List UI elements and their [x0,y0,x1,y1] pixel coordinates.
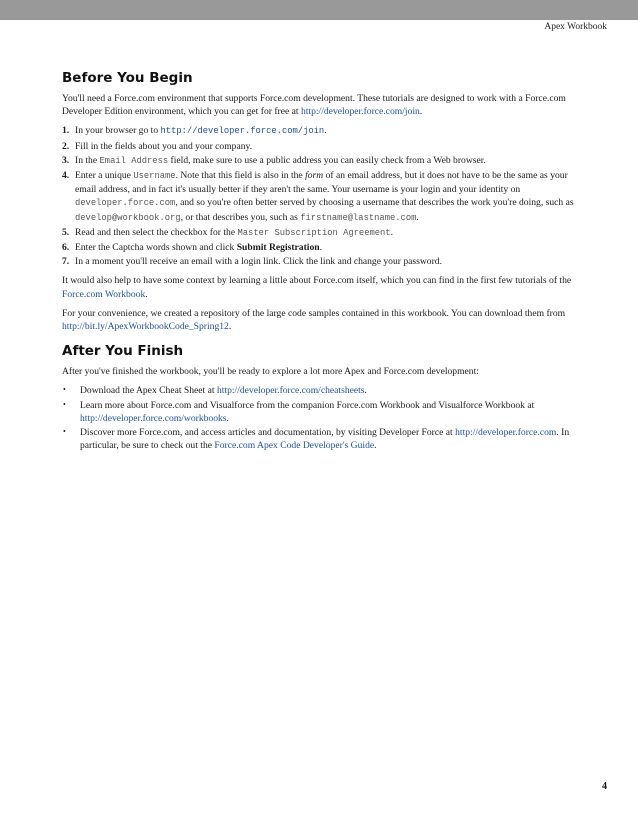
section-heading-after-you-finish: After You Finish [62,343,184,360]
code-repository-link[interactable]: http://bit.ly/ApexWorkbookCode_Spring12 [62,321,229,333]
page-number: 4 [602,781,607,792]
example-name-code: firstname@lastname.com [300,212,417,223]
submit-registration-label: Submit Registration [236,242,320,254]
top-band [0,0,638,20]
username-field-name: Username [133,171,176,182]
running-header: Apex Workbook [544,22,607,32]
step-item: 4. Enter a unique Username. Note that this field is also in the form of an email address, but it does not have to be the same as your email address, and in fact it's usually better if they aren't the same. Your username is your login and your identity on developer.force.com, and so you're often better served by choosing a username that describes the work you're doing, such as develop@workbook.org, or that describes you, such as firstname@lastname.com. [62,170,574,223]
repository-paragraph: For your convenience, we created a repository of the large code samples contained in this workbook. You can download them from http://bit.ly/ApexWorkbookCode_Spring12. [62,307,566,333]
developer-domain-code: developer.force.com [75,198,176,209]
step-item: 7. In a moment you'll receive an email with a login link. Click the link and change your password. [62,256,442,268]
page-body [62,70,584,458]
bullet-icon: • [63,385,66,395]
developer-join-link[interactable]: http://developer.force.com/join [300,106,420,118]
example-username-code: develop@workbook.org [75,212,181,223]
bullet-icon: • [63,399,66,409]
list-item: • Download the Apex Cheat Sheet at http://developer.force.com/cheatsheets. [63,385,367,397]
workbooks-link[interactable]: http://developer.force.com/workbooks [80,412,227,424]
section-heading-before-you-begin: Before You Begin [62,70,193,86]
agreement-checkbox-name: Master Subscription Agreement [237,227,391,238]
join-url-code-link[interactable]: http://developer.force.com/join [160,126,325,137]
cheatsheets-link[interactable]: http://developer.force.com/cheatsheets [216,385,365,397]
step-item: 3. In the Email Address field, make sure to use a public address you can easily check from a Web browser. [62,154,486,166]
bullet-icon: • [63,427,66,437]
email-address-field-name: Email Address [99,155,169,166]
context-paragraph: It would also help to have some context by learning a little about Force.com itself, which you can find in the first few tutorials of the Force.com Workbook. [62,275,572,300]
setup-steps-list [62,124,584,268]
intro-paragraph: You'll need a Force.com environment that supports Force.com development. These tutorials are designed to work with a Force.com Developer Edition environment, which you can get for free at http://developer.force.com/join. [62,93,566,118]
force-workbook-link[interactable]: Force.com Workbook [62,288,146,300]
list-item: • Discover more Force.com, and access articles and documentation, by visiting Developer Force at http://developer.force.com. In particular, be sure to check out the Force.com Apex Code Developer's Guide. [63,427,570,452]
apex-developer-guide-link[interactable]: Force.com Apex Code Developer's Guide [214,440,375,452]
after-intro-paragraph: After you've finished the workbook, you'll be ready to explore a lot more Apex and Force.com development: [62,366,479,378]
step-item: 2. Fill in the fields about you and your company. [62,140,253,152]
step-item: 6. Enter the Captcha words shown and click Submit Registration. [62,242,323,254]
list-item: • Learn more about Force.com and Visualforce from the companion Force.com Workbook and Visualforce Workbook at http://developer.force.com/workbooks. [63,399,535,424]
resources-list [62,384,584,452]
step-item: 5. Read and then select the checkbox for the Master Subscription Agreement. [62,226,393,238]
step-item: 1. In your browser go to http://developer.force.com/join. [62,125,327,137]
developer-force-link[interactable]: http://developer.force.com [455,427,557,439]
